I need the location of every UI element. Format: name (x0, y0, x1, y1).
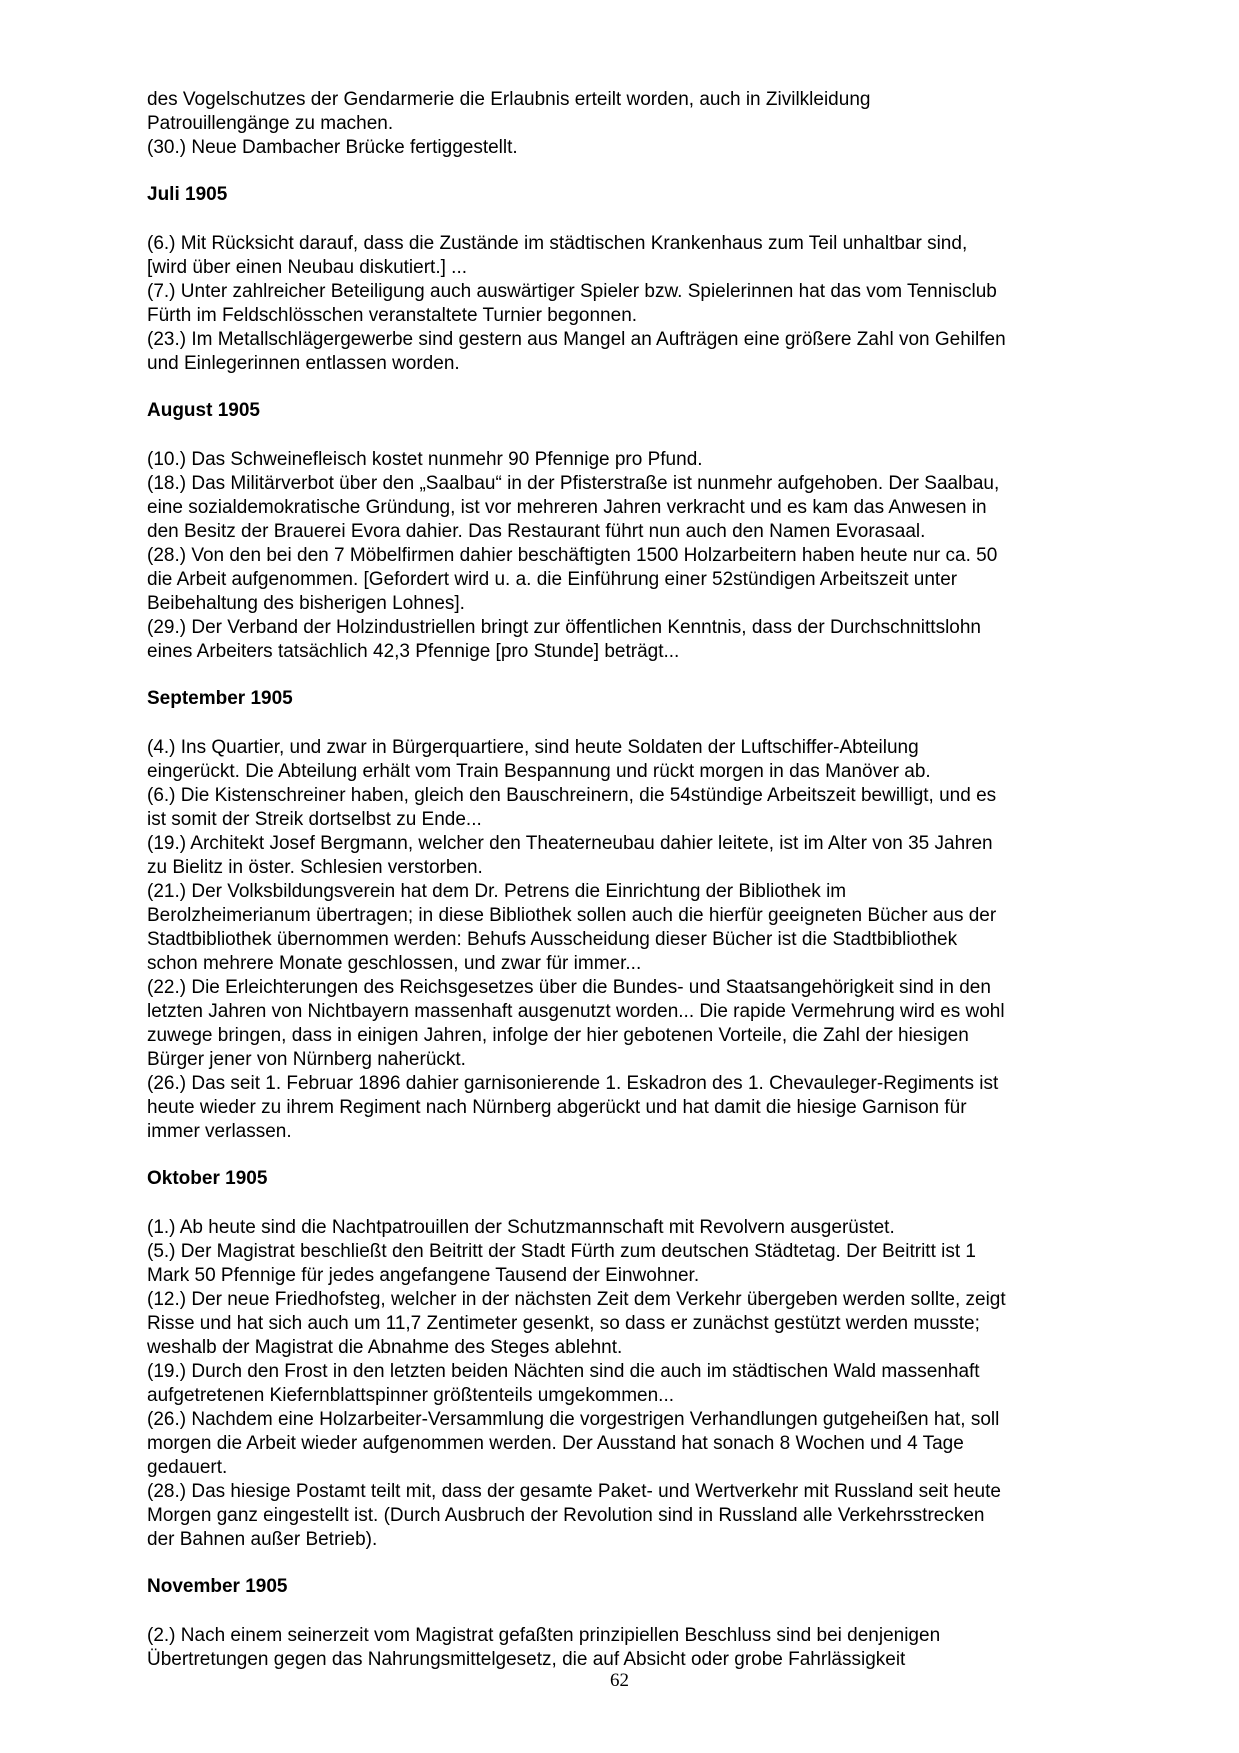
text-line: (4.) Ins Quartier, und zwar in Bürgerquartiere, sind heute Soldaten der Luftschiffer-Abteilung (147, 737, 919, 758)
text-line: (22.) Die Erleichterungen des Reichsgesetzes über die Bundes- und Staatsangehörigkeit sind in den (147, 977, 991, 998)
section-heading: September 1905 (147, 688, 293, 709)
section-oktober-1905 (147, 1167, 1097, 1552)
text-line: zu Bielitz in öster. Schlesien verstorben. (147, 857, 483, 878)
text-line: Übertretungen gegen das Nahrungsmittelgesetz, die auf Absicht oder grobe Fahrlässigkeit (147, 1649, 906, 1670)
page-content (147, 88, 1097, 1672)
text-line: Morgen ganz eingestellt ist. (Durch Ausbruch der Revolution sind in Russland alle Verkehrsstrecken (147, 1505, 985, 1526)
section-heading: November 1905 (147, 1576, 288, 1597)
text-line: Stadtbibliothek übernommen werden: Behufs Ausscheidung dieser Bücher ist die Stadtbibliothek (147, 929, 958, 950)
text-line: letzten Jahren von Nichtbayern massenhaft ausgenutzt worden... Die rapide Vermehrung wird es wohl (147, 1001, 1005, 1022)
text-line: (2.) Nach einem seinerzeit vom Magistrat gefaßten prinzipiellen Beschluss sind bei denjenigen (147, 1625, 941, 1646)
text-line: schon mehrere Monate geschlossen, und zwar für immer... (147, 953, 642, 974)
text-line: den Besitz der Brauerei Evora dahier. Das Restaurant führt nun auch den Namen Evorasaal. (147, 521, 926, 542)
intro-block (147, 88, 1097, 160)
text-line: Fürth im Feldschlösschen veranstaltete Turnier begonnen. (147, 305, 638, 326)
text-line: eingerückt. Die Abteilung erhält vom Train Bespannung und rückt morgen in das Manöver ab. (147, 761, 931, 782)
text-line: (18.) Das Militärverbot über den „Saalbau“ in der Pfisterstraße ist nunmehr aufgehoben. Der Saalbau, (147, 473, 1000, 494)
text-line: (1.) Ab heute sind die Nachtpatrouillen der Schutzmannschaft mit Revolvern ausgerüstet. (147, 1217, 895, 1238)
section-september-1905 (147, 687, 1097, 1144)
text-line: (23.) Im Metallschlägergewerbe sind gestern aus Mangel an Aufträgen eine größere Zahl von Gehilfen (147, 329, 1006, 350)
text-line: morgen die Arbeit wieder aufgenommen werden. Der Ausstand hat sonach 8 Wochen und 4 Tage (147, 1433, 964, 1454)
text-line: immer verlassen. (147, 1121, 292, 1142)
text-line: heute wieder zu ihrem Regiment nach Nürnberg abgerückt und hat damit die hiesige Garnison für (147, 1097, 967, 1118)
text-line: [wird über einen Neubau diskutiert.] ... (147, 257, 468, 278)
text-line: und Einlegerinnen entlassen worden. (147, 353, 460, 374)
section-november-1905 (147, 1575, 1097, 1672)
text-line: (7.) Unter zahlreicher Beteiligung auch auswärtiger Spieler bzw. Spielerinnen hat das vom Tennisclub (147, 281, 997, 302)
text-line: Risse und hat sich auch um 11,7 Zentimeter gesenkt, so dass er zunächst gestützt werden musste; (147, 1313, 980, 1334)
section-heading: August 1905 (147, 400, 260, 421)
section-heading: Juli 1905 (147, 184, 228, 205)
text-line: Beibehaltung des bisherigen Lohnes]. (147, 593, 465, 614)
text-line: gedauert. (147, 1457, 228, 1478)
text-line: (5.) Der Magistrat beschließt den Beitritt der Stadt Fürth zum deutschen Städtetag. Der Beitritt ist 1 (147, 1241, 976, 1262)
text-line: weshalb der Magistrat die Abnahme des Steges ablehnt. (147, 1337, 623, 1358)
text-line: Patrouillengänge zu machen. (147, 113, 394, 134)
text-line: eines Arbeiters tatsächlich 42,3 Pfennige [pro Stunde] beträgt... (147, 641, 680, 662)
text-line: ist somit der Streik dortselbst zu Ende... (147, 809, 482, 830)
section-heading: Oktober 1905 (147, 1168, 268, 1189)
text-line: (21.) Der Volksbildungsverein hat dem Dr. Petrens die Einrichtung der Bibliothek im (147, 881, 847, 902)
text-line: Bürger jener von Nürnberg naherückt. (147, 1049, 466, 1070)
text-line: aufgetretenen Kiefernblattspinner größtenteils umgekommen... (147, 1385, 675, 1406)
text-line: (30.) Neue Dambacher Brücke fertiggestellt. (147, 137, 518, 158)
text-line: Berolzheimerianum übertragen; in diese Bibliothek sollen auch die hierfür geeigneten Bücher aus der (147, 905, 997, 926)
text-line: der Bahnen außer Betrieb). (147, 1529, 378, 1550)
text-line: Mark 50 Pfennige für jedes angefangene Tausend der Einwohner. (147, 1265, 700, 1286)
page-number: 62 (610, 1670, 629, 1691)
text-line: die Arbeit aufgenommen. [Gefordert wird u. a. die Einführung einer 52stündigen Arbeitszeit unter (147, 569, 958, 590)
text-line: zuwege bringen, dass in einigen Jahren, infolge der hier gebotenen Vorteile, die Zahl der hiesigen (147, 1025, 969, 1046)
text-line: (26.) Das seit 1. Februar 1896 dahier garnisonierende 1. Eskadron des 1. Chevauleger-Regiments ist (147, 1073, 999, 1094)
text-line: (28.) Von den bei den 7 Möbelfirmen dahier beschäftigten 1500 Holzarbeitern haben heute nur ca. 50 (147, 545, 998, 566)
text-line: des Vogelschutzes der Gendarmerie die Erlaubnis erteilt worden, auch in Zivilkleidung (147, 89, 871, 110)
text-line: (28.) Das hiesige Postamt teilt mit, dass der gesamte Paket- und Wertverkehr mit Russland seit heute (147, 1481, 1001, 1502)
text-line: (19.) Durch den Frost in den letzten beiden Nächten sind die auch im städtischen Wald massenhaft (147, 1361, 980, 1382)
text-line: (19.) Architekt Josef Bergmann, welcher den Theaterneubau dahier leitete, ist im Alter von 35 Jahren (147, 833, 993, 854)
text-line: (6.) Mit Rücksicht darauf, dass die Zustände im städtischen Krankenhaus zum Teil unhaltbar sind, (147, 233, 968, 254)
text-line: (6.) Die Kistenschreiner haben, gleich den Bauschreinern, die 54stündige Arbeitszeit bewilligt, und es (147, 785, 997, 806)
text-line: (26.) Nachdem eine Holzarbeiter-Versammlung die vorgestrigen Verhandlungen gutgeheißen hat, soll (147, 1409, 1000, 1430)
text-line: (12.) Der neue Friedhofsteg, welcher in der nächsten Zeit dem Verkehr übergeben werden sollte, zeigt (147, 1289, 1006, 1310)
section-august-1905 (147, 399, 1097, 664)
text-line: (29.) Der Verband der Holzindustriellen bringt zur öffentlichen Kenntnis, dass der Durchschnittslohn (147, 617, 981, 638)
text-line: eine sozialdemokratische Gründung, ist vor mehreren Jahren verkracht und es kam das Anwesen in (147, 497, 987, 518)
text-line: (10.) Das Schweinefleisch kostet nunmehr 90 Pfennige pro Pfund. (147, 449, 703, 470)
section-juli-1905 (147, 183, 1097, 376)
